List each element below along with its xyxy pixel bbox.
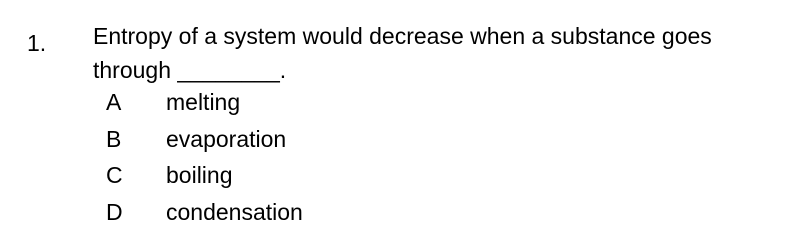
option-b-text: evaporation xyxy=(166,125,287,152)
question-text-line-2: through ________. xyxy=(93,57,287,83)
option-c xyxy=(106,157,303,194)
question-number: 1. xyxy=(27,30,47,56)
option-c-letter: C xyxy=(106,162,123,188)
answer-options xyxy=(106,84,303,230)
option-d-text: condensation xyxy=(166,198,303,225)
option-c-text: boiling xyxy=(166,162,233,188)
option-b-letter: B xyxy=(106,125,122,152)
option-a-text: melting xyxy=(166,89,241,115)
option-d xyxy=(106,194,303,231)
option-b xyxy=(106,121,303,158)
question-text-line-1: Entropy of a system would decrease when a substance goes xyxy=(93,23,712,49)
option-a-letter: A xyxy=(106,89,122,115)
option-a xyxy=(106,84,303,121)
option-d-letter: D xyxy=(106,198,123,225)
question-text xyxy=(93,19,783,87)
